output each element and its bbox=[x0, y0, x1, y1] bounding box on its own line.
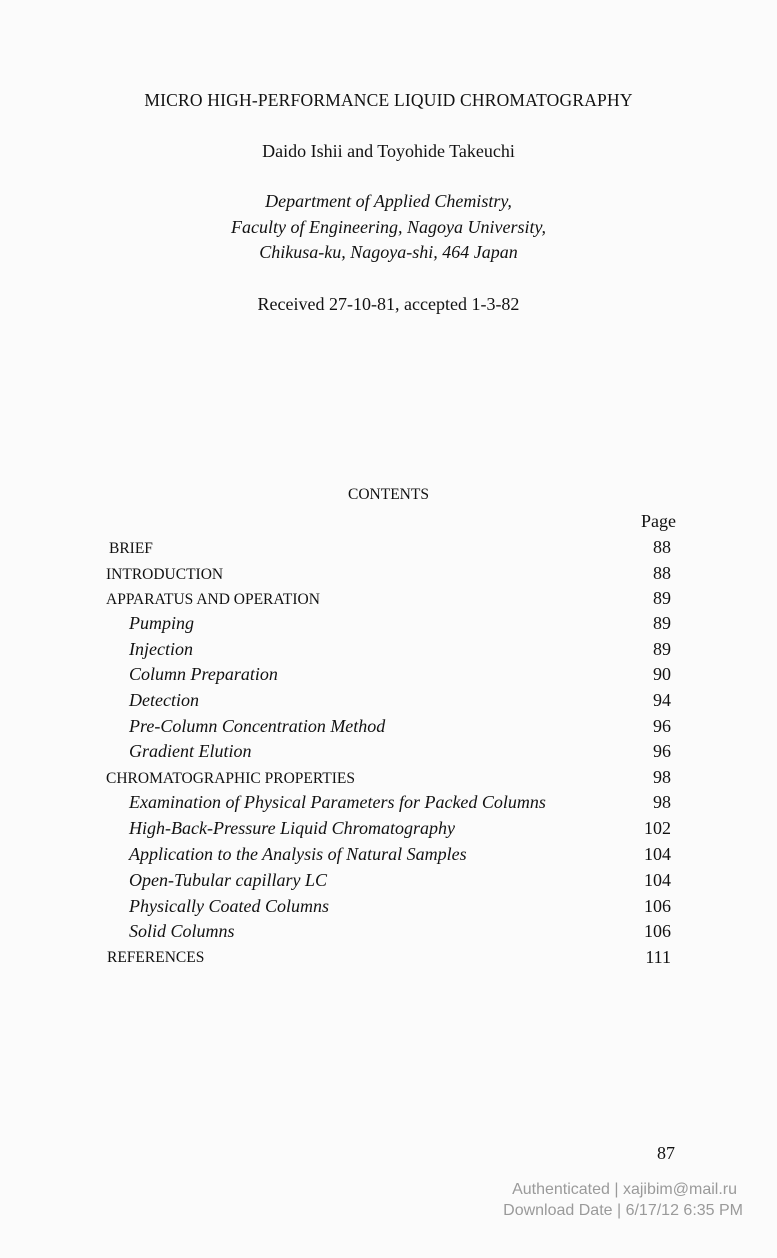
toc-entry-gradient-elution bbox=[0, 741, 777, 765]
toc-entry-introduction bbox=[0, 563, 777, 587]
toc-entry-page: 111 bbox=[645, 947, 671, 967]
toc-entry-label: Injection bbox=[129, 639, 193, 659]
toc-entry-page: 98 bbox=[653, 767, 671, 787]
toc-entry-page: 90 bbox=[653, 664, 671, 684]
watermark-authenticated: Authenticated | xajibim@mail.ru bbox=[512, 1181, 737, 1198]
toc-entry-label: Gradient Elution bbox=[129, 741, 252, 761]
toc-entry-open-tubular bbox=[0, 870, 777, 894]
toc-entry-label: Pumping bbox=[129, 613, 194, 633]
affiliation-line-3: Chikusa-ku, Nagoya-shi, 464 Japan bbox=[259, 242, 518, 262]
toc-entry-page: 106 bbox=[644, 896, 671, 916]
toc-entry-page: 104 bbox=[644, 844, 671, 864]
toc-entry-label: High-Back-Pressure Liquid Chromatography bbox=[129, 818, 455, 838]
toc-entry-label: Pre-Column Concentration Method bbox=[129, 716, 386, 736]
toc-entry-high-back-pressure bbox=[0, 818, 777, 842]
toc-entry-label: Solid Columns bbox=[129, 921, 235, 941]
received-date: Received 27-10-81, accepted 1-3-82 bbox=[257, 294, 520, 314]
toc-entry-page: 89 bbox=[653, 613, 671, 633]
toc-entry-label: APPARATUS AND OPERATION bbox=[106, 591, 320, 608]
affiliation-line-2: Faculty of Engineering, Nagoya University, bbox=[231, 217, 546, 237]
toc-entry-label: REFERENCES bbox=[107, 949, 205, 966]
watermark-download-date: Download Date | 6/17/12 6:35 PM bbox=[503, 1202, 743, 1219]
toc-entry-physically-coated bbox=[0, 896, 777, 920]
toc-entry-solid-columns bbox=[0, 921, 777, 945]
toc-entry-label: CHROMATOGRAPHIC PROPERTIES bbox=[106, 770, 355, 787]
contents-heading: CONTENTS bbox=[348, 486, 429, 503]
toc-entry-column-preparation bbox=[0, 664, 777, 688]
toc-entry-label: Examination of Physical Parameters for Packed Columns bbox=[129, 792, 546, 812]
toc-entry-chromatographic-properties bbox=[0, 767, 777, 791]
toc-entry-physical-parameters bbox=[0, 792, 777, 816]
toc-entry-detection bbox=[0, 690, 777, 714]
toc-entry-page: 106 bbox=[644, 921, 671, 941]
toc-entry-page: 89 bbox=[653, 639, 671, 659]
toc-entry-page: 88 bbox=[653, 563, 671, 583]
toc-entry-natural-samples bbox=[0, 844, 777, 868]
toc-entry-label: Physically Coated Columns bbox=[129, 896, 329, 916]
toc-entry-page: 96 bbox=[653, 716, 671, 736]
authors: Daido Ishii and Toyohide Takeuchi bbox=[262, 141, 515, 161]
toc-entry-label: INTRODUCTION bbox=[106, 566, 224, 583]
toc-entry-page: 102 bbox=[644, 818, 671, 838]
toc-entry-page: 96 bbox=[653, 741, 671, 761]
toc-entry-references bbox=[0, 946, 777, 970]
toc-entry-label: Detection bbox=[129, 690, 199, 710]
toc-entry-label: BRIEF bbox=[109, 540, 153, 557]
toc-entry-injection bbox=[0, 639, 777, 663]
toc-entry-label: Open-Tubular capillary LC bbox=[129, 870, 328, 890]
toc-entry-brief bbox=[0, 537, 777, 561]
toc-entry-page: 94 bbox=[653, 690, 671, 710]
page-column-heading: Page bbox=[641, 511, 676, 531]
toc-entry-page: 104 bbox=[644, 870, 671, 890]
toc-entry-label: Application to the Analysis of Natural Samples bbox=[129, 844, 467, 864]
toc-entry-page: 89 bbox=[653, 588, 671, 608]
toc-entry-pre-column bbox=[0, 716, 777, 740]
toc-entry-pumping bbox=[0, 613, 777, 637]
article-title: MICRO HIGH-PERFORMANCE LIQUID CHROMATOGRAPHY bbox=[144, 90, 633, 110]
toc-entry-page: 98 bbox=[653, 792, 671, 812]
affiliation-line-1: Department of Applied Chemistry, bbox=[265, 191, 512, 211]
toc-entry-apparatus bbox=[0, 588, 777, 612]
page-number: 87 bbox=[657, 1143, 675, 1163]
toc-entry-page: 88 bbox=[653, 537, 671, 557]
toc-entry-label: Column Preparation bbox=[129, 664, 278, 684]
